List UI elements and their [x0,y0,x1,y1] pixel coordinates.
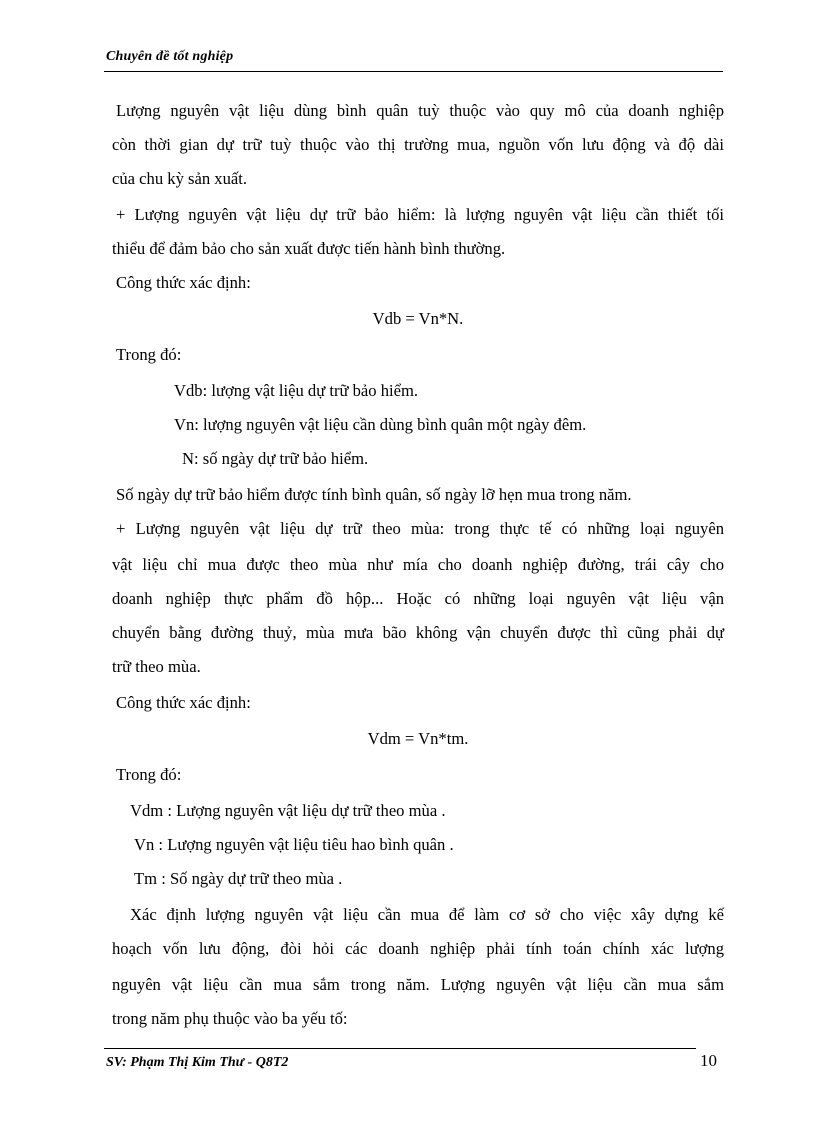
definition-line: Vn: lượng nguyên vật liệu cần dùng bình quân một ngày đêm. [174,415,587,434]
definition-line: N: số ngày dự trữ bảo hiểm. [182,449,369,468]
where-label: Trong đó: [116,765,182,784]
paragraph-line: trong năm phụ thuộc vào ba yếu tố: [112,1009,348,1028]
paragraph-line: Xác định lượng nguyên vật liệu cần mua để làm cơ sở cho việc xây dựng kế [130,905,724,924]
formula: Vdb = Vn*N. [372,309,464,328]
formula: Vdm = Vn*tm. [367,729,469,748]
paragraph-line: còn thời gian dự trữ tuỳ thuộc vào thị trường mua, nguồn vốn lưu động và độ dài [112,135,724,154]
definition-line: Vn : Lượng nguyên vật liệu tiêu hao bình quân . [134,835,454,854]
paragraph-line: nguyên vật liệu cần mua sắm trong năm. Lượng nguyên vật liệu cần mua sắm [112,975,724,994]
paragraph-line: Số ngày dự trữ bảo hiểm được tính bình quân, số ngày lỡ hẹn mua trong năm. [116,485,632,504]
paragraph-line: hoạch vốn lưu động, đòi hỏi các doanh nghiệp phải tính toán chính xác lượng [112,939,724,958]
definition-line: Tm : Số ngày dự trữ theo mùa . [134,869,343,888]
paragraph-line: thiểu để đảm bảo cho sản xuất được tiến hành bình thường. [112,239,506,258]
paragraph-line: trữ theo mùa. [112,657,201,676]
paragraph-line: Lượng nguyên vật liệu dùng bình quân tuỳ thuộc vào quy mô của doanh nghiệp [116,101,724,120]
paragraph-line: doanh nghiệp thực phẩm đồ hộp... Hoặc có những loại nguyên vật liệu vận [112,589,724,608]
footer-divider [104,1048,696,1049]
paragraph-line: + Lượng nguyên vật liệu dự trữ bảo hiểm: là lượng nguyên vật liệu cần thiết tối [116,205,724,224]
formula-label: Công thức xác định: [116,693,251,712]
footer-author: SV: Phạm Thị Kim Thư - Q8T2 [106,1055,289,1070]
definition-line: Vdb: lượng vật liệu dự trữ bảo hiểm. [174,381,419,400]
paragraph-line: vật liệu chỉ mua được theo mùa như mía cho doanh nghiệp đường, trái cây cho [112,555,724,574]
page-number: 10 [700,1051,717,1070]
formula-label: Công thức xác định: [116,273,251,292]
header-divider [104,71,723,72]
definition-line: Vdm : Lượng nguyên vật liệu dự trữ theo mùa . [130,801,446,820]
paragraph-line: chuyển bằng đường thuỷ, mùa mưa bão không vận chuyển được thì cũng phải dự [112,623,724,642]
where-label: Trong đó: [116,345,182,364]
header-title: Chuyên đề tốt nghiệp [106,49,234,64]
paragraph-line: của chu kỳ sản xuất. [112,169,248,188]
paragraph-line: + Lượng nguyên vật liệu dự trữ theo mùa: trong thực tế có những loại nguyên [116,519,724,538]
